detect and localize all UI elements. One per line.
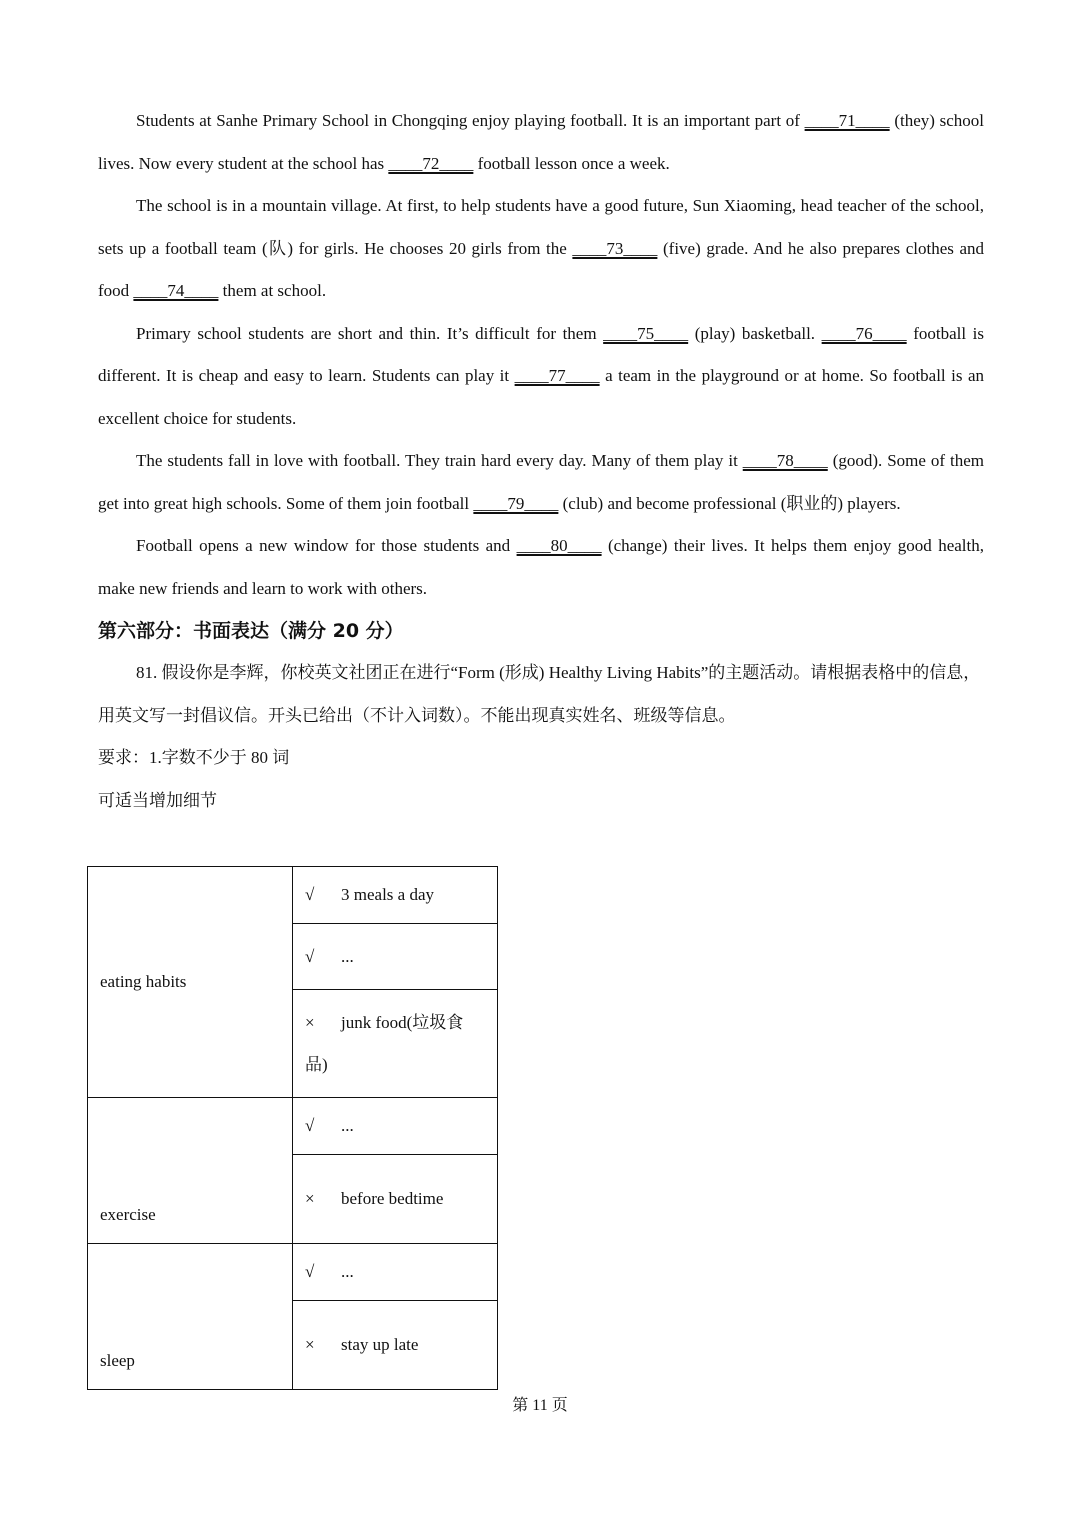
blank-73: ____73____ (572, 238, 658, 258)
check-icon: √ (305, 1262, 315, 1281)
detail-note: 可适当增加细节 (98, 790, 217, 810)
category-sleep: sleep (88, 1244, 293, 1390)
exam-page (98, 100, 984, 822)
text: football is different. It is cheap and easy to learn. Students can play it (98, 323, 984, 385)
blank-76: ____76____ (821, 323, 907, 343)
text: (they) school lives. Now every student at the school has (98, 111, 984, 173)
category-exercise: exercise (88, 1098, 293, 1244)
table-row (293, 1155, 498, 1244)
text: The school is in a mountain village. At first, to help students have a good future, Sun Xiaoming, head teacher of the school, sets up a football team (队) for girls. He chooses 20 girls from the (98, 196, 984, 258)
blank-71: ____71____ (804, 111, 890, 130)
cross-icon: × (305, 1335, 315, 1354)
requirement: 要求：1.字数不少于 80 词 (98, 748, 290, 767)
item-text: ... (341, 1262, 354, 1281)
check-icon: √ (305, 1116, 315, 1135)
passage-paragraph-2 (98, 185, 984, 313)
text: The students fall in love with football. They train hard every day. Many of them play it (136, 451, 743, 470)
blank-77: ____77____ (514, 366, 600, 385)
table-row (293, 867, 498, 924)
item-text: junk food(垃圾食品) (305, 1012, 464, 1074)
blank-78: ____78____ (742, 451, 828, 470)
blank-74: ____74____ (133, 281, 219, 300)
passage-paragraph-3 (98, 313, 984, 441)
text: (five) grade. And he also prepares clothes and food (98, 238, 984, 300)
text: (change) their lives. It helps them enjoy good health, make new friends and learn to work with others. (98, 536, 984, 598)
check-icon: √ (305, 946, 315, 966)
text: football lesson once a week. (473, 153, 670, 173)
text: them at school. (218, 281, 327, 300)
passage-paragraph-4 (98, 440, 984, 525)
section-title: 第六部分：书面表达（满分 20 分） (98, 620, 404, 642)
text: a team in the playground or at home. So football is an excellent choice for students. (98, 366, 984, 428)
table-row (293, 990, 498, 1098)
writing-task: 81. 假设你是李辉，你校英文社团正在进行“Form (形成) Healthy Living Habits”的主题活动。请根据表格中的信息，用英文写一封倡议信。开头已给出（不计入词数）。不能出现真实姓名、班级等信息。 (98, 663, 981, 725)
item-text: 3 meals a day (341, 885, 434, 904)
blank-80: ____80____ (516, 536, 602, 555)
cross-icon: × (305, 1189, 315, 1208)
text: Football opens a new window for those students and (136, 536, 517, 555)
check-icon: √ (305, 885, 315, 904)
text: Students at Sanhe Primary School in Chongqing enjoy playing football. It is an important part of (136, 111, 805, 130)
table-row (293, 1244, 498, 1301)
item-text: stay up late (341, 1335, 419, 1354)
blank-72: ____72____ (388, 153, 474, 173)
text: (play) basketball. (688, 323, 822, 343)
passage-paragraph-5 (98, 525, 984, 610)
item-text: ... (341, 1116, 354, 1135)
text: (good). Some of them get into great high schools. Some of them join football (98, 451, 984, 513)
item-text: ... (341, 946, 354, 966)
table-row (293, 1301, 498, 1390)
item-text: before bedtime (341, 1189, 444, 1208)
text: (club) and become professional (职业的) players. (558, 493, 901, 513)
table-row (293, 1098, 498, 1155)
category-eating-habits: eating habits (88, 867, 293, 1098)
table-row (293, 924, 498, 990)
blank-75: ____75____ (603, 323, 689, 343)
blank-79: ____79____ (473, 493, 559, 513)
passage-paragraph-1 (98, 100, 984, 185)
page-number: 第 11 页 (512, 1397, 568, 1414)
habits-table (87, 866, 498, 1390)
cross-icon: × (305, 1012, 315, 1032)
text: Primary school students are short and thin. It’s difficult for them (136, 323, 604, 343)
